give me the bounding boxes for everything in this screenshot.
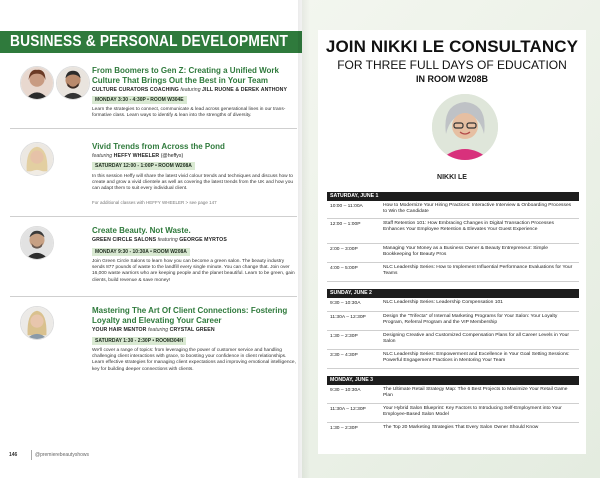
host-name: CULTURE CURATORS COACHING xyxy=(92,87,179,93)
consultancy-heading: JOIN NIKKI LE CONSULTANCY xyxy=(325,37,579,56)
session-time: SATURDAY 12:00 - 1:00P • ROOM W208A xyxy=(92,162,195,170)
session-title: Mastering The Art Of Client Connections: Fostering Loyalty and Elevating Your Career xyxy=(92,306,288,325)
schedule-row xyxy=(327,201,579,219)
presenter-names: CRYSTAL GREEN xyxy=(169,327,215,333)
host-name: YOUR HAIR MENTOR xyxy=(92,327,147,333)
featuring-label: featuring xyxy=(148,327,169,333)
slot-time: 4:00 – 5:00P xyxy=(330,266,358,271)
presenter-photo-george xyxy=(20,226,54,260)
session-description: We'll cover a range of topics: from leveraging the power of customer service and handling challenging client interactions with grace, to boosting your confidence in client relationships. Learn effective strategies for managing client expectations and improving emotional intelligence, key for building deeper connections with clients. xyxy=(92,348,296,372)
slot-description: NLC Leadership Series: How to Implement Influential Performance Evaluations for Your Teams xyxy=(383,265,573,277)
schedule-row xyxy=(327,244,579,263)
slot-time: 11:30A – 12:30P xyxy=(330,315,366,320)
presenter-photo-derek xyxy=(56,66,90,100)
presenter-photo-jill xyxy=(20,66,54,100)
session-time: MONDAY 9:30 - 10:30A • ROOM W208A xyxy=(92,248,190,256)
slot-time: 9:30 – 10:30A xyxy=(330,301,361,306)
presenter-photo-heffy xyxy=(20,142,54,176)
presenter-names: GEORGE MYRTOS xyxy=(179,237,227,243)
divider xyxy=(10,216,297,217)
featuring-label: featuring xyxy=(157,237,178,243)
slot-time: 9:30 – 10:30A xyxy=(330,388,361,393)
divider xyxy=(10,128,297,129)
slot-description: Designing Creative and Customized Compensation Plans for all Career Levels in Your Salon xyxy=(383,333,569,345)
session-host xyxy=(92,87,292,93)
session-host xyxy=(92,327,292,333)
slot-description: NLC Leadership Series: Leadership Compensation 101 xyxy=(383,300,503,305)
slot-time: 10:00 – 11:00A xyxy=(330,204,363,209)
schedule-row xyxy=(327,263,579,282)
slot-description: The Top 20 Marketing Strategies That Every Salon Owner Should Know xyxy=(383,425,539,430)
section-title: BUSINESS & PERSONAL DEVELOPMENT xyxy=(10,33,289,50)
session-time: MONDAY 3:30 - 4:30P • ROOM W304E xyxy=(92,96,187,104)
session-time: SATURDAY 1:30 - 2:30P • ROOM304H xyxy=(92,337,186,345)
schedule-row xyxy=(327,298,579,312)
slot-time: 11:30A – 12:30P xyxy=(330,407,366,412)
slot-time: 1:30 – 2:30P xyxy=(330,334,358,339)
slot-time: 2:00 – 3:00P xyxy=(330,247,358,252)
consultancy-room: IN ROOM W208B xyxy=(415,74,488,84)
session-title: Vivid Trends from Across the Pond xyxy=(92,142,225,151)
day-header: MONDAY, JUNE 3 xyxy=(327,376,579,385)
footer-social-handle: @premierebeautyshows xyxy=(35,452,89,458)
schedule-table xyxy=(327,192,579,437)
schedule-row xyxy=(327,219,579,244)
nikki-le-portrait xyxy=(432,94,498,160)
presenter-names: JILL RUONE & DEREK ANTHONY xyxy=(202,87,288,93)
slot-description: NLC Leadership Series: Empowerment and Excellence in Your Goal Setting Sessions: Powerful Engagement Practices in Mentoring Your Team xyxy=(383,352,570,364)
slot-description: Staff Retention 101: How Embracing Changes in Digital Transaction Processes Enhances Your Employee Retention & Elevates Your Guest Experience xyxy=(383,221,554,233)
slot-description: Design the "Trifecta" of Internal Marketing Programs for Your Salon: Your Loyalty Program, Referral Program and the VIP Membership xyxy=(383,314,558,326)
session-description: Join Green Circle Salons to learn how you can become a green salon. The beauty industry sends 877 pounds of waste to the landfill every single minute. You can change that. Join over 16,000 waste warriors who are keeping people and the planet beautiful. Learn to be green, gain clients, build revenue & save money! xyxy=(92,259,295,283)
slot-description: Managing Your Money as a Business Owner & Beauty Entrepreneur: Simple Bookkeeping for Beauty Pros xyxy=(383,246,549,258)
divider xyxy=(10,296,297,297)
day-header: SUNDAY, JUNE 2 xyxy=(327,289,579,298)
session-host xyxy=(92,153,292,159)
schedule-row xyxy=(327,331,579,350)
presenter-handle: (@heffys) xyxy=(160,153,184,159)
schedule-row xyxy=(327,404,579,423)
slot-description: Your Hybrid Salon Blueprint: Key Factors to Introducing Self-Employment into Your Employee-Based Salon Model xyxy=(383,406,562,418)
page-number: 146 xyxy=(9,452,18,458)
slot-time: 1:30 – 2:30P xyxy=(330,426,358,431)
footer-separator xyxy=(31,450,32,460)
featuring-label: featuring xyxy=(92,153,113,159)
slot-description: The Ultimate Retail Strategy Map: The 6 Best Projects to Maximize Your Retail Game Plan xyxy=(383,387,568,399)
presenter-names: HEFFY WHEELER xyxy=(113,153,160,159)
presenter-photo-crystal xyxy=(20,306,54,340)
session-description: In this session Heffy will share the latest vivid colour trends and techniques and discuss how to create and grow a vivid clientele as well as covering the latest trends from the UK and how you can adapt them to suit every individual client. xyxy=(92,174,294,192)
slot-time: 3:30 – 4:30P xyxy=(330,353,358,358)
schedule-row xyxy=(327,423,579,437)
consultant-name: NIKKI LE xyxy=(437,174,467,181)
session-host xyxy=(92,237,292,243)
session-note: For additional classes with HEFFY WHEELER > see page 147 xyxy=(92,200,217,205)
slot-description: How to Modernize Your Hiring Practices: Interactive Interview & Onboarding Processes to Win the Candidate xyxy=(383,203,572,215)
schedule-row xyxy=(327,350,579,369)
schedule-row xyxy=(327,385,579,404)
host-name: GREEN CIRCLE SALONS xyxy=(92,237,157,243)
session-title: From Boomers to Gen Z: Creating a Unified Work Culture That Brings Out the Best in Your Team xyxy=(92,66,279,85)
featuring-label: featuring xyxy=(180,87,201,93)
session-description: Learn the strategies to connect, communicate & lead across generational lines in our trans-formative class. Learn ways to identify & lean into the strengths of diversity. xyxy=(92,107,286,119)
consultancy-subheading: FOR THREE FULL DAYS OF EDUCATION xyxy=(337,58,567,72)
page-spine-shadow xyxy=(298,0,310,478)
session-title: Create Beauty. Not Waste. xyxy=(92,226,191,235)
schedule-row xyxy=(327,312,579,331)
slot-time: 12:00 – 1:00P xyxy=(330,222,361,227)
day-header: SATURDAY, JUNE 1 xyxy=(327,192,579,201)
